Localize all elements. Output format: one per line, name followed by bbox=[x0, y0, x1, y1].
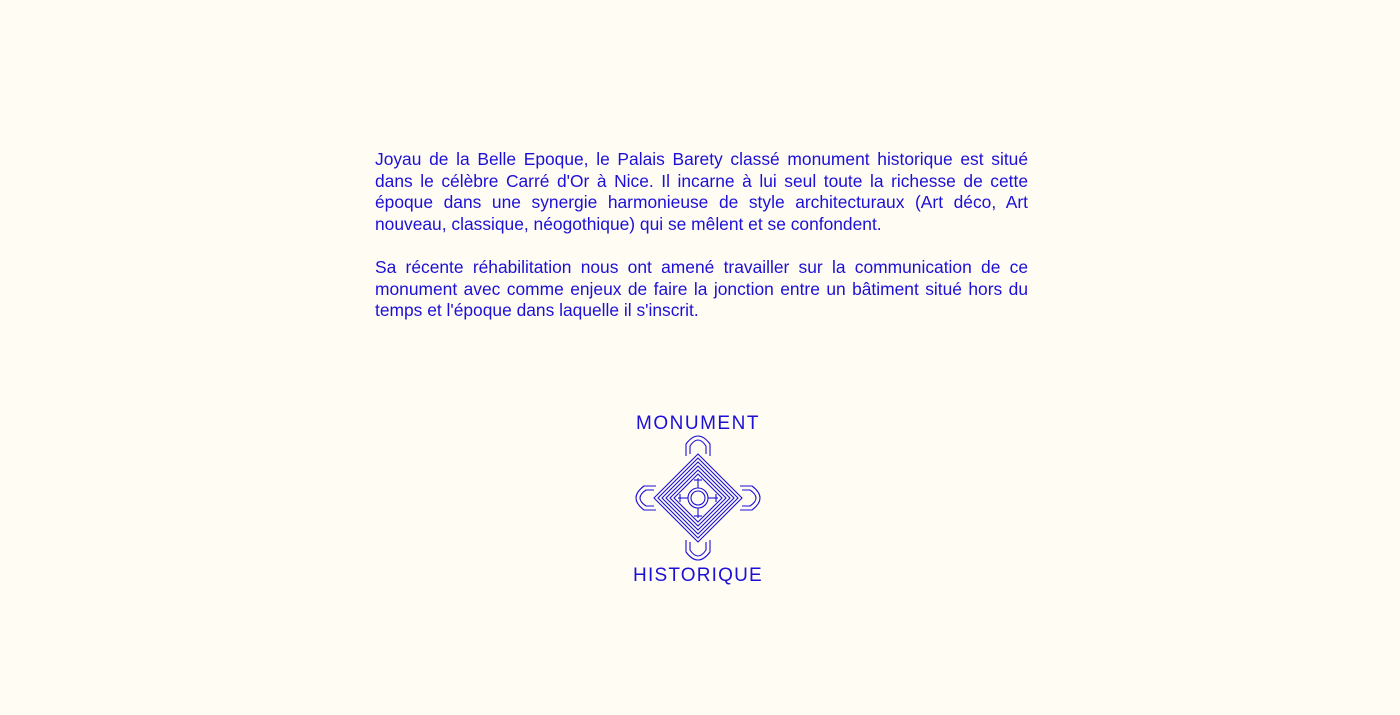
intro-text-block bbox=[375, 149, 1028, 322]
labyrinth-emblem-icon bbox=[636, 436, 760, 560]
logo-svg bbox=[620, 408, 776, 588]
intro-paragraph-1: Joyau de la Belle Epoque, le Palais Barety classé monument historique est situé dans le célèbre Carré d'Or à Nice. Il incarne à lui seul toute la richesse de cette époque dans une synergie harmonieuse de style architecturaux (Art déco, Art nouveau, classique, néogothique) qui se mêlent et se confondent. bbox=[375, 149, 1028, 234]
intro-paragraph-2: Sa récente réhabilitation nous ont amené travailler sur la communication de ce monument avec comme enjeux de faire la jonction entre un bâtiment situé hors du temps et l'époque dans laquelle il s'inscrit. bbox=[375, 256, 1028, 321]
logo-top-text: MONUMENT bbox=[636, 413, 760, 434]
logo-bottom-text: HISTORIQUE bbox=[633, 565, 763, 586]
monument-historique-logo bbox=[620, 408, 776, 588]
